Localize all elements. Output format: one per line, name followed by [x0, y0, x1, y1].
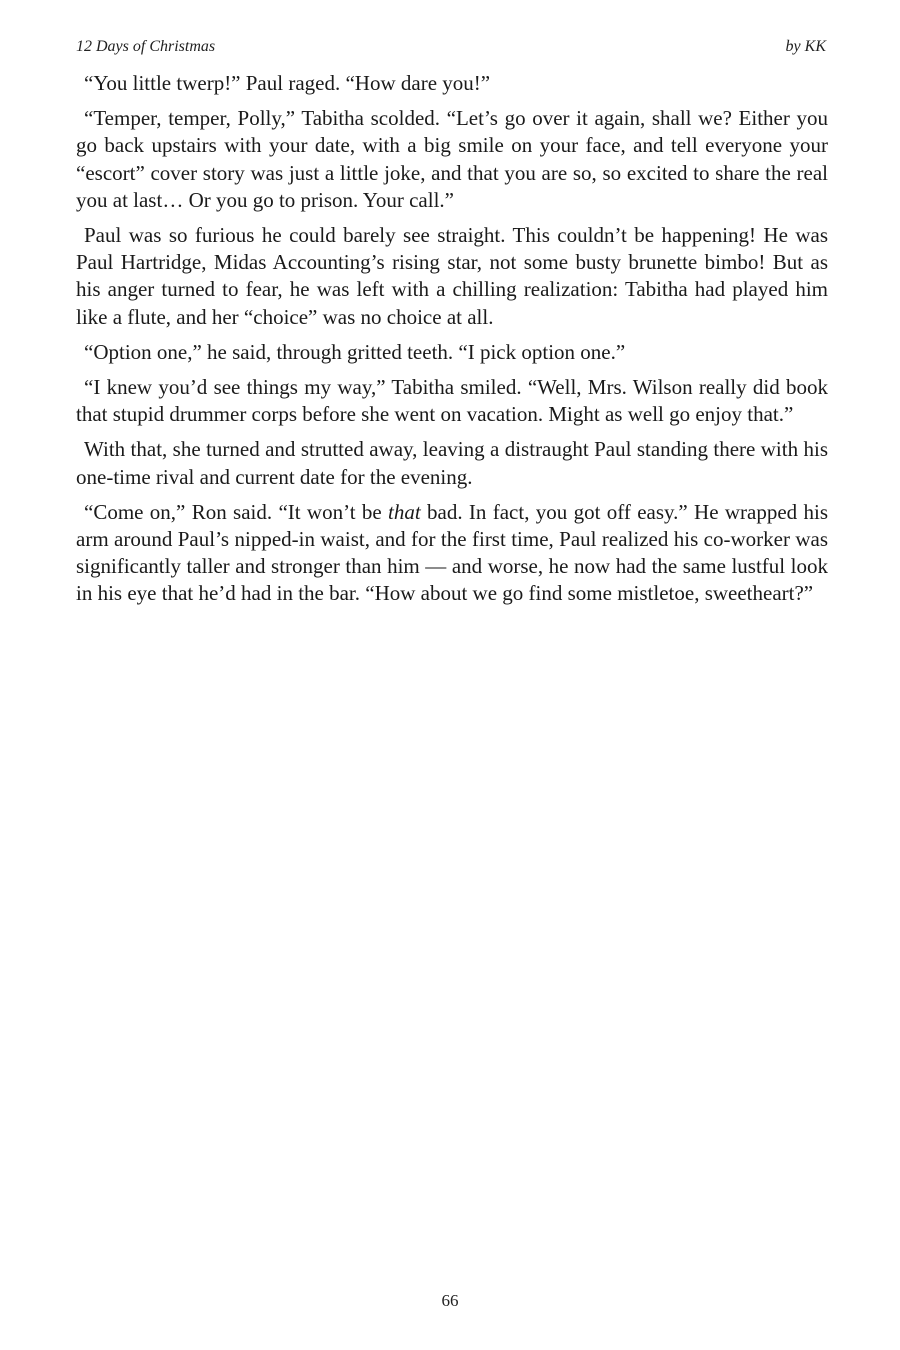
page-number: 66 [441, 1291, 459, 1310]
paragraph: “You little twerp!” Paul raged. “How dare you!” [84, 71, 491, 95]
paragraph: Paul was so furious he could barely see straight. This couldn’t be happening! He was Paul Hartridge, Midas Accounting’s rising star, not some busty brunette bimbo! But as his anger turned to fear, he was left with a chilling realization: Tabitha had played him like a flute, and her “choice” was no choice at all. [76, 223, 828, 329]
paragraph: “I knew you’d see things my way,” Tabitha smiled. “Well, Mrs. Wilson really did book that stupid drummer corps before she went on vacation. Might as well go enjoy that.” [76, 375, 828, 427]
paragraph [76, 499, 828, 608]
emphasized-word: that [388, 499, 421, 524]
paragraph-text: “Come on,” Ron said. “It won’t be [84, 499, 389, 524]
paragraph: With that, she turned and strutted away, leaving a distraught Paul standing there with his one-time rival and current date for the evening. [76, 437, 828, 489]
author-byline: by KK [785, 38, 826, 55]
body-text [76, 70, 828, 616]
book-title: 12 Days of Christmas [76, 38, 216, 55]
paragraph: “Temper, temper, Polly,” Tabitha scolded. “Let’s go over it again, shall we? Either you go back upstairs with your date, with a big smile on your face, and tell everyone your “escort” cover story was just a little joke, and that you are so, so excited to share the real you at last… Or you go to prison. Your call.” [76, 106, 828, 212]
paragraph-text: bad. In fact, you got off easy.” He wrapped his arm around Paul’s nipped-in waist, and for the first time, Paul realized his co-worker was significantly taller and stronger than him — and worse, he now had the same lustful look in his eye that he’d had in the bar. “How about we go find some mistletoe, sweetheart?” [76, 499, 828, 606]
running-header [76, 36, 826, 58]
paragraph: “Option one,” he said, through gritted teeth. “I pick option one.” [84, 339, 626, 364]
